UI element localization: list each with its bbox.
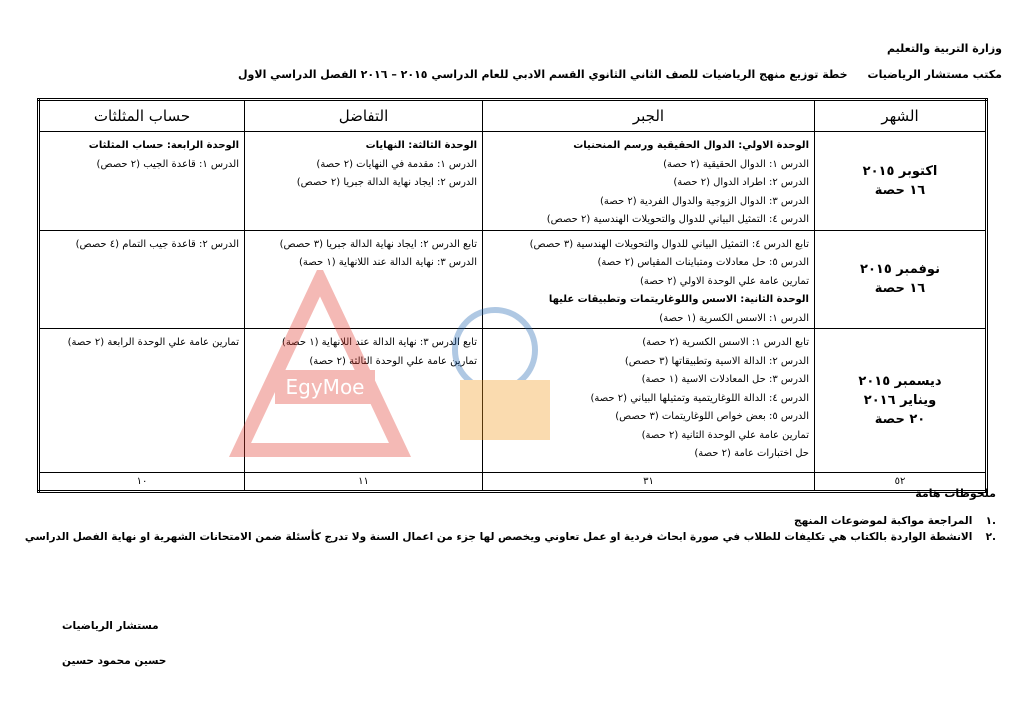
month-label: اكتوبر ٢٠١٥ xyxy=(862,163,938,179)
lesson-line: تابع الدرس ٤: التمثيل البياني للدوال والتحويلات الهندسية (٣ حصص) xyxy=(529,238,809,250)
trigonometry-cell xyxy=(39,230,245,329)
lesson-line: الدرس ٥: حل معادلات ومتباينات المقياس (٢ حصة) xyxy=(597,257,809,268)
lesson-line: تمارين عامة علي الوحدة الاولي (٢ حصة) xyxy=(640,275,809,287)
lesson-line: تمارين عامة علي الوحدة الثانية (٢ حصة) xyxy=(641,429,809,441)
lesson-line: الدرس ١: الدوال الحقيقية (٢ حصة) xyxy=(663,158,809,170)
algebra-cell xyxy=(483,230,815,329)
lesson-line: الدرس ٣: نهاية الدالة عند اللانهاية (١ حصة) xyxy=(299,257,477,268)
lesson-line: الدرس ٥: بعض خواص اللوغاريتمات (٣ حصص) xyxy=(615,411,809,422)
calculus-cell xyxy=(245,132,483,231)
month-label: ٢٠ حصة xyxy=(874,412,926,427)
signature-name: حسين محمود حسين xyxy=(62,655,167,667)
lesson-line: الدرس ٢: قاعدة جيب التمام (٤ حصص) xyxy=(75,238,239,250)
trigonometry-cell xyxy=(39,329,245,473)
lesson-line: الدرس ٢: ايجاد نهاية الدالة جبريا (٢ حصص) xyxy=(296,177,477,188)
note-number: .١ xyxy=(985,515,996,527)
note-text: الانشطة الواردة بالكتاب هي تكليفات للطلاب في صورة ابحاث فردية او عمل تعاوني ويخصص لها جزء من اعمال السنة ولا تدرج كأسئلة ضمن الامتحانات الشهرية او نهاية الفصل الدراسي xyxy=(24,531,973,543)
unit-title: الوحدة الثالثة: النهايات xyxy=(365,140,477,151)
unit-title: الوحدة الاولي: الدوال الحقيقية ورسم المنحنيات xyxy=(573,140,809,151)
total-month: ٥٢ xyxy=(815,473,987,492)
lesson-line: الدرس ١: قاعدة الجيب (٢ حصص) xyxy=(96,158,239,170)
lesson-line: حل اختبارات عامة (٢ حصة) xyxy=(694,448,809,459)
unit-title: الوحدة الرابعة: حساب المثلثات xyxy=(88,140,239,151)
header-algebra: الجبر xyxy=(483,100,815,132)
lesson-line: الدرس ١: الاسس الكسرية (١ حصة) xyxy=(659,312,809,324)
lesson-line: الدرس ٣: حل المعادلات الاسية (١ حصة) xyxy=(641,374,809,385)
watermark-text: EgyMoe xyxy=(285,375,365,399)
note-item xyxy=(794,515,996,527)
month-label: ويناير ٢٠١٦ xyxy=(863,393,937,408)
total-algebra: ٣١ xyxy=(483,473,815,492)
signature-title: مستشار الرياضيات xyxy=(62,620,159,632)
lesson-line: الدرس ٤: الدالة اللوغاريتمية وتمثيلها البياني (٢ حصة) xyxy=(590,392,809,404)
table-header-row xyxy=(39,100,987,132)
ministry-name: وزارة التربية والتعليم xyxy=(887,42,1002,55)
month-label: نوفمبر ٢٠١٥ xyxy=(860,262,940,278)
unit-title: الوحدة الثانية: الاسس واللوغاريتمات وتطبيقات عليها xyxy=(548,294,809,305)
month-cell xyxy=(815,132,987,231)
lesson-line: تمارين عامة علي الوحدة الرابعة (٢ حصة) xyxy=(67,337,239,348)
note-number: .٢ xyxy=(985,531,996,543)
table-row xyxy=(39,132,987,231)
header-calculus: التفاضل xyxy=(245,100,483,132)
trigonometry-cell xyxy=(39,132,245,231)
calculus-cell xyxy=(245,329,483,473)
table-row xyxy=(39,230,987,329)
month-label: ١٦ حصة xyxy=(874,281,926,297)
algebra-cell xyxy=(483,329,815,473)
total-calculus: ١١ xyxy=(245,473,483,492)
month-label: ١٦ حصة xyxy=(874,182,926,198)
header-month: الشهر xyxy=(815,100,987,132)
lesson-line: الدرس ٢: الدالة الاسية وتطبيقاتها (٣ حصص) xyxy=(624,355,809,367)
plan-title: خطة توزيع منهج الرياضيات للصف الثاني الثانوي القسم الادبي للعام الدراسي ٢٠١٥ – ٢٠١٦ الفصل الدراسي الاول xyxy=(238,68,848,81)
office-name: مكتب مستشار الرياضيات xyxy=(867,68,1002,81)
month-cell xyxy=(815,230,987,329)
lesson-line: تابع الدرس ٣: نهاية الدالة عند اللانهاية (١ حصة) xyxy=(281,337,477,348)
note-text: المراجعة مواكبة لموضوعات المنهج xyxy=(794,515,973,527)
curriculum-table xyxy=(37,98,988,493)
notes-title: ملحوظات هامة xyxy=(915,487,996,500)
note-item xyxy=(25,531,996,543)
table-row xyxy=(39,329,987,473)
lesson-line: الدرس ١: مقدمة في النهايات (٢ حصة) xyxy=(316,158,477,170)
lesson-line: تابع الدرس ٢: ايجاد نهاية الدالة جبريا (٣ حصص) xyxy=(279,238,477,250)
total-trigonometry: ١٠ xyxy=(39,473,245,492)
header-trigonometry: حساب المثلثات xyxy=(39,100,245,132)
lesson-line: الدرس ٣: الدوال الزوجية والدوال الفردية (٢ حصة) xyxy=(600,195,809,207)
lesson-line: تابع الدرس ١: الاسس الكسرية (٢ حصة) xyxy=(642,337,809,348)
lesson-line: تمارين عامة علي الوحدة الثالثة (٢ حصة) xyxy=(309,355,477,367)
lesson-line: الدرس ٢: اطراد الدوال (٢ حصة) xyxy=(673,177,809,188)
calculus-cell xyxy=(245,230,483,329)
totals-row xyxy=(39,473,987,492)
month-cell xyxy=(815,329,987,473)
algebra-cell xyxy=(483,132,815,231)
lesson-line: الدرس ٤: التمثيل البياني للدوال والتحويلات الهندسية (٢ حصص) xyxy=(546,214,809,225)
month-label: ديسمبر ٢٠١٥ xyxy=(858,374,942,389)
